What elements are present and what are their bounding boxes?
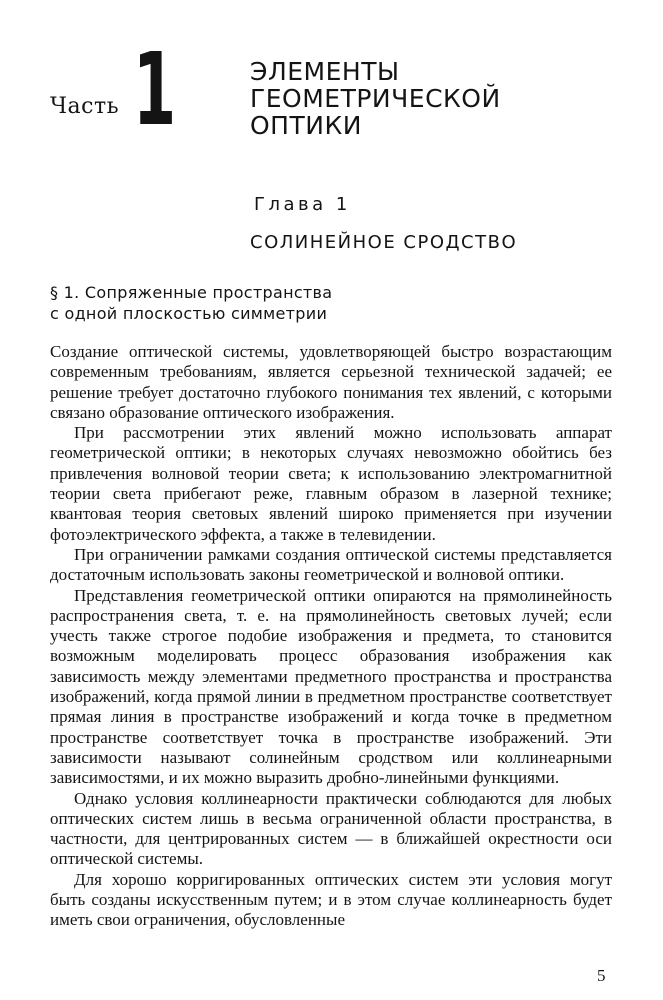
page-number: 5 [597,966,606,985]
body-text [50,342,612,931]
chapter-label: Глава 1 [254,194,351,215]
paragraph: Однако условия коллинеарности практически соблюдаются для любых оптических систем лишь в весьма ограниченной области пространства, в частности, для центрированных систем — в ближайшей окрестности оси оптической системы. [50,788,612,869]
part-title [250,58,501,139]
section-title [50,282,332,324]
part-number: 1 [133,31,177,148]
paragraph: Создание оптической системы, удовлетворяющей быстро возрастающим современным требованиям, является серьезной технической задачей; ее решение требует достаточно глубокого понимания тех явлений, с которыми связано образование оптического изображения. [50,342,612,422]
part-title-line: ГЕОМЕТРИЧЕСКОЙ [250,84,501,113]
chapter-title: СОЛИНЕЙНОЕ СРОДСТВО [250,232,518,253]
paragraph: Представления геометрической оптики опираются на прямолинейность распространения света, т. е. на прямолинейность световых лучей; если учесть также строгое подобие изображения и предмета, то становится возможным моделировать процесс образования изображения как зависимость между элементами предметного пространства и пространства изображений, когда прямой линии в предметном пространстве соответствует прямая линия в пространстве изображений и когда точке в предметном пространстве соответствует точка в пространстве изображений. Эти зависимости называют солинейным сродством или коллинеарными зависимостями, и их можно выразить дробно-линейными функциями. [50,585,612,788]
paragraph: При ограничении рамками создания оптической системы представляется достаточным использовать законы геометрической и волновой оптики. [50,544,612,585]
part-header [0,0,663,150]
paragraph: Для хорошо корригированных оптических систем эти условия могут быть созданы искусственным путем; и в этом случае коллинеарность будет иметь свои ограничения, обусловленные [50,869,612,930]
part-title-line: ЭЛЕМЕНТЫ [250,57,400,86]
section-title-line: § 1. Сопряженные пространства [50,283,333,302]
part-label: Часть [50,94,120,119]
part-title-line: ОПТИКИ [250,111,362,140]
section-title-line: с одной плоскостью симметрии [50,304,328,323]
paragraph: При рассмотрении этих явлений можно использовать аппарат геометрической оптики; в некоторых случаях невозможно обойтись без привлечения волновой теории света; к использованию электромагнитной теории света прибегают реже, главным образом в лазерной технике; квантовая теория световых явлений широко применяется при изучении фотоэлектрического эффекта, а также в телевидении. [50,423,612,544]
